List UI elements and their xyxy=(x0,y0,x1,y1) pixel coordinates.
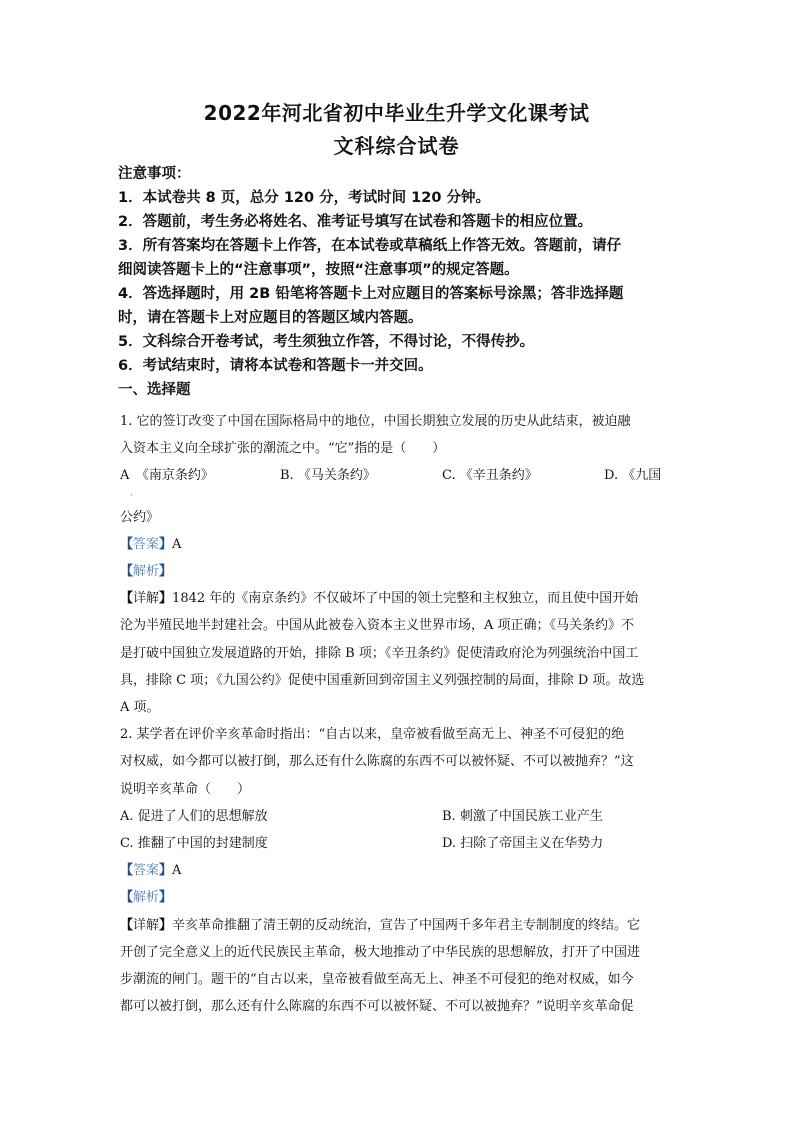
option-c: C. 《辛丑条约》 xyxy=(442,468,538,484)
notice-item: 细阅读答题卡上的“注意事项”，按照“注意事项”的规定答题。 xyxy=(118,262,519,278)
analysis-line xyxy=(120,558,680,585)
question-stem: 2. 某学者在评价辛亥革命时指出：“自古以来，皇帝被看做至高无上、神圣不可侵犯的绝 xyxy=(120,727,625,743)
detail-line xyxy=(120,585,680,612)
analysis-bracket-open: 【 xyxy=(120,890,134,906)
answer-line xyxy=(120,531,680,558)
answer-bracket-open: 【 xyxy=(120,536,134,552)
detail-bracket-close: 】 xyxy=(159,917,173,933)
question-stem: 入资本主义向全球扩张的潮流之中。“它”指的是（ ） xyxy=(120,441,446,457)
answer-bracket-close: 】 xyxy=(159,863,173,879)
exam-title: 2022年河北省初中毕业生升学文化课考试 xyxy=(203,101,590,125)
question-1 xyxy=(120,408,680,721)
answer-label: 答案 xyxy=(133,536,160,552)
answer-label: 答案 xyxy=(133,863,160,879)
option-d-wrap: 公约》 xyxy=(120,509,160,525)
question-stem: 对权威，如今都可以被打倒，那么还有什么陈腐的东西不可以被怀疑、不可以被抛弃？”这 xyxy=(120,754,634,770)
answer-value: A xyxy=(172,863,182,879)
question-options xyxy=(120,462,680,489)
analysis-line xyxy=(120,884,680,911)
analysis-label: 解析 xyxy=(133,564,160,580)
detail-bracket-open: 【 xyxy=(120,917,134,933)
detail-text: 是打破中国独立发展道路的开始，排除 B 项；《辛丑条约》促使清政府沦为列强统治中国工 xyxy=(120,645,639,661)
question-stem: 1. 它的签订改变了中国在国际格局中的地位，中国长期独立发展的历史从此结束，被迫融 xyxy=(120,414,631,429)
detail-text: 1842 年的《南京条约》不仅破坏了中国的领土完整和主权独立，而且使中国开始 xyxy=(172,591,639,607)
notice-item: 5．文科综合开卷考试，考生须独立作答，不得讨论，不得传抄。 xyxy=(118,334,535,350)
exam-subtitle: 文科综合试卷 xyxy=(333,134,460,158)
detail-label: 详解 xyxy=(133,917,160,933)
notice-item: 时，请在答题卡上对应题目的答题区域内答题。 xyxy=(118,310,423,326)
notice-heading: 注意事项： xyxy=(118,166,191,182)
question-options-row xyxy=(120,830,680,857)
questions-body xyxy=(120,408,680,1020)
detail-text: 具，排除 C 项；《九国公约》促使中国重新回到帝国主义列强控制的局面，排除 D 项。故选 xyxy=(120,672,645,688)
notice-item: 3．所有答案均在答题卡上作答，在本试卷或草稿纸上作答无效。答题前，请仔 xyxy=(118,238,622,254)
analysis-bracket-close: 】 xyxy=(159,564,173,580)
analysis-bracket-open: 【 xyxy=(120,564,134,580)
detail-bracket-close: 】 xyxy=(159,591,173,607)
answer-bracket-open: 【 xyxy=(120,863,134,879)
notice-item: 6．考试结束时，请将本试卷和答题卡一并交回。 xyxy=(118,358,433,374)
option-a: A. 促进了人们的思想解放 xyxy=(120,808,268,824)
detail-bracket-open: 【 xyxy=(120,591,134,607)
analysis-label: 解析 xyxy=(133,890,160,906)
question-options-row xyxy=(120,803,680,830)
detail-text: 开创了完全意义上的近代民族民主革命，极大地推动了中华民族的思想解放，打开了中国进 xyxy=(120,944,641,960)
question-2 xyxy=(120,721,680,1020)
notice-item: 4．答选择题时，用 2B 铅笔将答题卡上对应题目的答案标号涂黑；答非选择题 xyxy=(118,286,624,302)
stray-dot-mark: · xyxy=(130,490,133,500)
answer-value: A xyxy=(172,536,182,552)
detail-text: 都可以被打倒，那么还有什么陈腐的东西不可以被怀疑、不可以被抛弃？”说明辛亥革命促 xyxy=(120,999,634,1015)
option-d: D. 《九国 xyxy=(604,468,662,484)
notice-item: 2．答题前，考生务必将姓名、准考证号填写在试卷和答题卡的相应位置。 xyxy=(118,214,593,230)
option-d: D. 扫除了帝国主义在华势力 xyxy=(442,836,604,852)
detail-label: 详解 xyxy=(133,591,160,607)
detail-line xyxy=(120,912,680,939)
detail-text: 沦为半殖民地半封建社会。中国从此被卷入资本主义世界市场，A 项正确；《马关条约》不 xyxy=(120,618,635,634)
detail-text: 辛亥革命推翻了清王朝的反动统治，宣告了中国两千多年君主专制制度的终结。它 xyxy=(172,917,641,933)
answer-line xyxy=(120,857,680,884)
detail-text: 步潮流的闸门。题干的“自古以来，皇帝被看做至高无上、神圣不可侵犯的绝对权威，如今 xyxy=(120,972,634,988)
option-c: C. 推翻了中国的封建制度 xyxy=(120,836,268,852)
detail-text: A 项。 xyxy=(120,700,160,716)
answer-bracket-close: 】 xyxy=(159,536,173,552)
notice-item: 1．本试卷共 8 页，总分 120 分，考试时间 120 分钟。 xyxy=(118,190,490,206)
question-stem: 说明辛亥革命（ ） xyxy=(120,781,251,797)
option-b: B. 《马关条约》 xyxy=(280,468,376,484)
section-heading: 一、选择题 xyxy=(118,382,191,398)
analysis-bracket-close: 】 xyxy=(159,890,173,906)
notice-section xyxy=(118,162,678,402)
option-a: A 《南京条约》 xyxy=(120,468,214,484)
option-b: B. 刺激了中国民族工业产生 xyxy=(442,808,603,824)
